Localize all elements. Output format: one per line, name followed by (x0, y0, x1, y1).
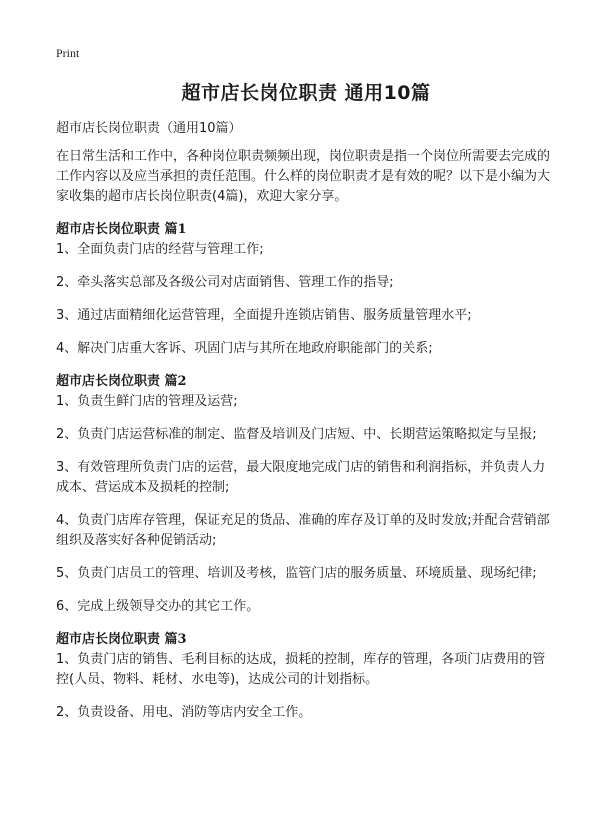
section-heading: 超市店长岗位职责 篇2 (56, 374, 187, 389)
list-item: 4、解决门店重大客诉、巩固门店与其所在地政府职能部门的关系; (56, 341, 433, 356)
list-item: 2、牵头落实总部及各级公司对店面销售、管理工作的指导; (56, 275, 394, 290)
section-1 (56, 220, 556, 359)
list-item: 5、负责门店员工的管理、培训及考核，监管门店的服务质量、环境质量、现场纪律; (56, 566, 537, 581)
list-item: 2、负责门店运营标准的制定、监督及培训及门店短、中、长期营运策略拟定与呈报; (56, 427, 537, 442)
list-item: 1、负责门店的销售、毛利目标的达成，损耗的控制，库存的管理，各项门店费用的管控(人员、物料、耗材、水电等)，达成公司的计划指标。 (56, 652, 546, 687)
list-item: 1、全面负责门店的经营与管理工作; (56, 242, 264, 257)
section-heading: 超市店长岗位职责 篇1 (56, 222, 187, 237)
document-title: 超市店长岗位职责 通用10篇 (181, 82, 431, 104)
list-item: 1、负责生鲜门店的管理及运营; (56, 394, 238, 409)
intro-paragraph: 在日常生活和工作中，各种岗位职责频频出现，岗位职责是指一个岗位所需要去完成的工作内容以及应当承担的责任范围。什么样的岗位职责才是有效的呢？以下是小编为大家收集的超市店长岗位职责(4篇)，欢迎大家分享。 (56, 149, 551, 204)
section-3 (56, 630, 556, 723)
document-subtitle: 超市店长岗位职责（通用10篇） (56, 121, 242, 136)
document-body (56, 119, 556, 736)
list-item: 2、负责设备、用电、消防等店内安全工作。 (56, 705, 312, 720)
list-item: 3、有效管理所负责门店的运营，最大限度地完成门店的销售和利润指标，并负责人力成本、营运成本及损耗的控制; (56, 460, 546, 495)
print-link[interactable]: Print (56, 46, 80, 60)
list-item: 4、负责门店库存管理，保证充足的货品、准确的库存及订单的及时发放;并配合营销部组织及落实好各种促销活动; (56, 513, 550, 548)
section-heading: 超市店长岗位职责 篇3 (56, 632, 187, 647)
list-item: 6、完成上级领导交办的其它工作。 (56, 599, 260, 614)
section-2 (56, 372, 556, 617)
list-item: 3、通过店面精细化运营管理，全面提升连锁店销售、服务质量管理水平; (56, 308, 472, 323)
